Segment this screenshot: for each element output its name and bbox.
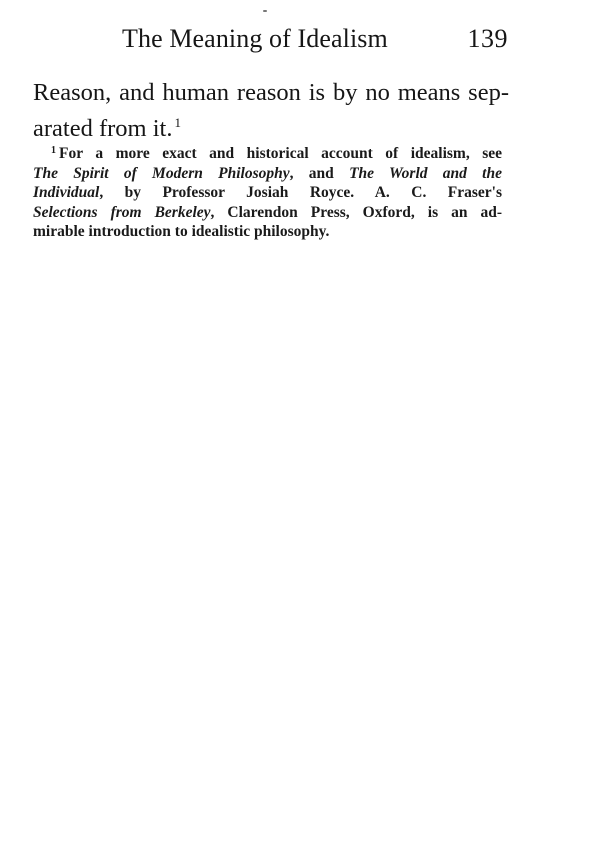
book-title-world-individual-part2: Individual [33,184,100,202]
footnote-line-2-mid: , and [289,164,350,182]
footnote-marker: 1 [51,145,56,156]
body-line-2 [33,108,509,144]
body-line-2-text: arated from it. [33,115,173,142]
body-line-1: Reason, and human reason is by no means sep- [33,79,509,106]
book-title-world-individual-part1: The World and the [349,164,502,182]
ink-speck [263,10,267,12]
footnote-line-3 [33,183,502,203]
book-title-selections-berkeley: Selections from Berkeley [33,203,211,221]
footnote-line-4-rest: , Clarendon Press, Oxford, is an ad- [210,203,503,221]
footnote-line-3-rest: , by Professor Josiah Royce. A. C. Fraser's [99,184,502,202]
footnote-line-5: mirable introduction to idealistic philosophy. [33,223,330,241]
footnote [33,141,502,242]
book-title-spirit-modern-philosophy: The Spirit of Modern Philosophy [33,164,290,182]
footnote-line-4 [33,203,502,223]
body-paragraph [33,78,509,144]
footnote-reference: 1 [174,115,181,130]
page-number: 139 [467,24,508,53]
footnote-line-1 [33,141,502,164]
footnote-line-1-text: For a more exact and historical account of idealism, see [59,145,502,162]
running-head [122,24,508,60]
footnote-line-2 [33,164,502,184]
running-title: The Meaning of Idealism [122,24,388,53]
